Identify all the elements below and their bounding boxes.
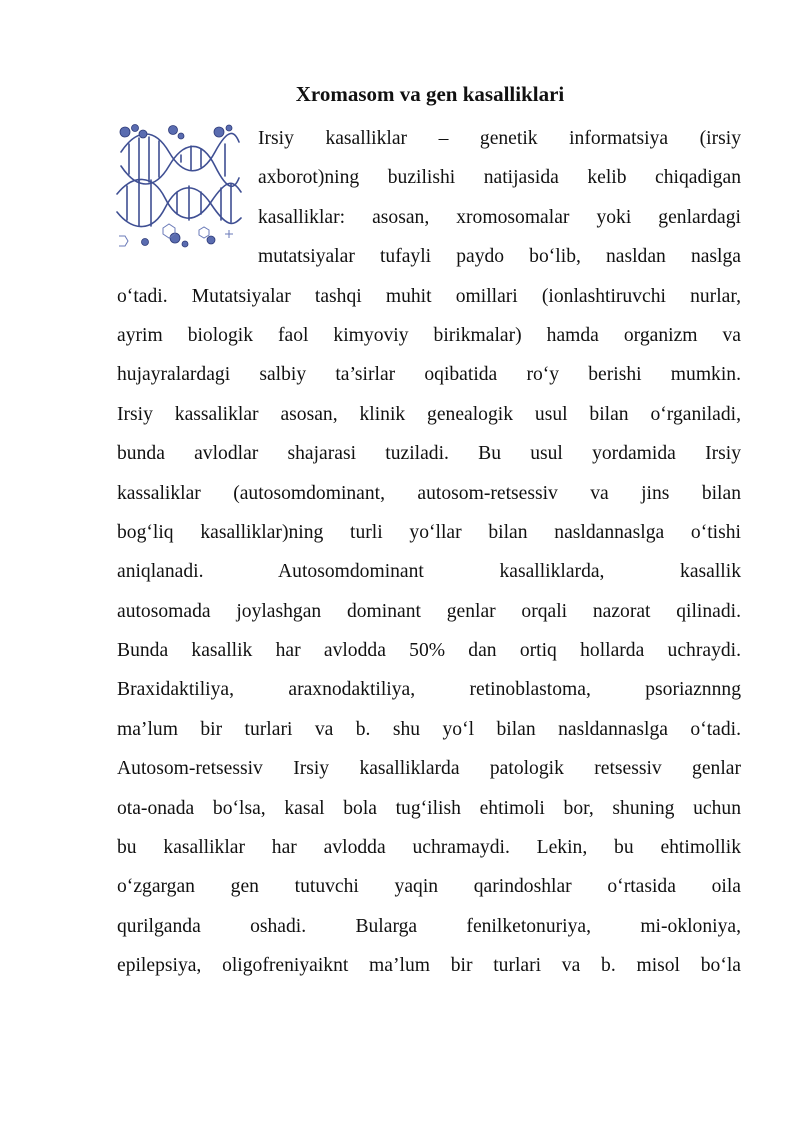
body-line: qurilganda oshadi. Bularga fenilketonuriya, mi-okloniya, [117,915,741,937]
body-line: ma’lum bir turlari va b. shu yo‘l bilan nasldannaslga o‘tadi. [117,718,741,740]
body-line: mutatsiyalar tufayli paydo bo‘lib, nasldan naslga [258,246,741,268]
body-line: ota-onada bo‘lsa, kasal bola tug‘ilish ehtimoli bor, shuning uchun [117,797,741,819]
body-line: autosomada joylashgan dominant genlar orqali nazorat qilinadi. [117,600,741,622]
body-line: ayrim biologik faol kimyoviy birikmalar) hamda organizm va [117,324,741,346]
body-line: Braxidaktiliya, araxnodaktiliya, retinoblastoma, psoriaznnng [117,679,741,701]
body-line: bu kasalliklar har avlodda uchramaydi. Lekin, bu ehtimollik [117,837,741,859]
body-line: Irsiy kasalliklar – genetik informatsiya (irsiy [258,128,741,149]
page-title: Xromasom va gen kasalliklari [295,82,565,106]
body-line: axborot)ning buzilishi natijasida kelib chiqadigan [258,167,741,189]
body-line: kassaliklar (autosomdominant, autosom-retsessiv va jins bilan [117,482,741,504]
body-line: epilepsiya, oligofreniyaiknt ma’lum bir turlari va b. misol bo‘la [117,955,741,977]
body-line: o‘tadi. Mutatsiyalar tashqi muhit omillari (ionlashtiruvchi nurlar, [117,285,741,307]
body-line: Bunda kasallik har avlodda 50% dan ortiq hollarda uchraydi. [117,640,741,662]
body-line: aniqlanadi. Autosomdominant kasalliklarda, kasallik [117,561,741,583]
body-line: bog‘liq kasalliklar)ning turli yo‘llar bilan nasldannaslga o‘tishi [117,521,741,543]
body-line: bunda avlodlar shajarasi tuziladi. Bu usul yordamida Irsiy [117,443,741,465]
body-line: kasalliklar: asosan, xromosomalar yoki genlardagi [258,206,741,228]
body-line: Irsiy kassaliklar asosan, klinik genealogik usul bilan o‘rganiladi, [117,403,741,425]
body-line: Autosom-retsessiv Irsiy kasalliklarda patologik retsessiv genlar [117,758,741,780]
body-line: hujayralardagi salbiy ta’sirlar oqibatida ro‘y berishi mumkin. [117,364,741,386]
article-body [117,119,741,986]
body-line: o‘zgargan gen tutuvchi yaqin qarindoshlar o‘rtasida oila [117,876,741,898]
